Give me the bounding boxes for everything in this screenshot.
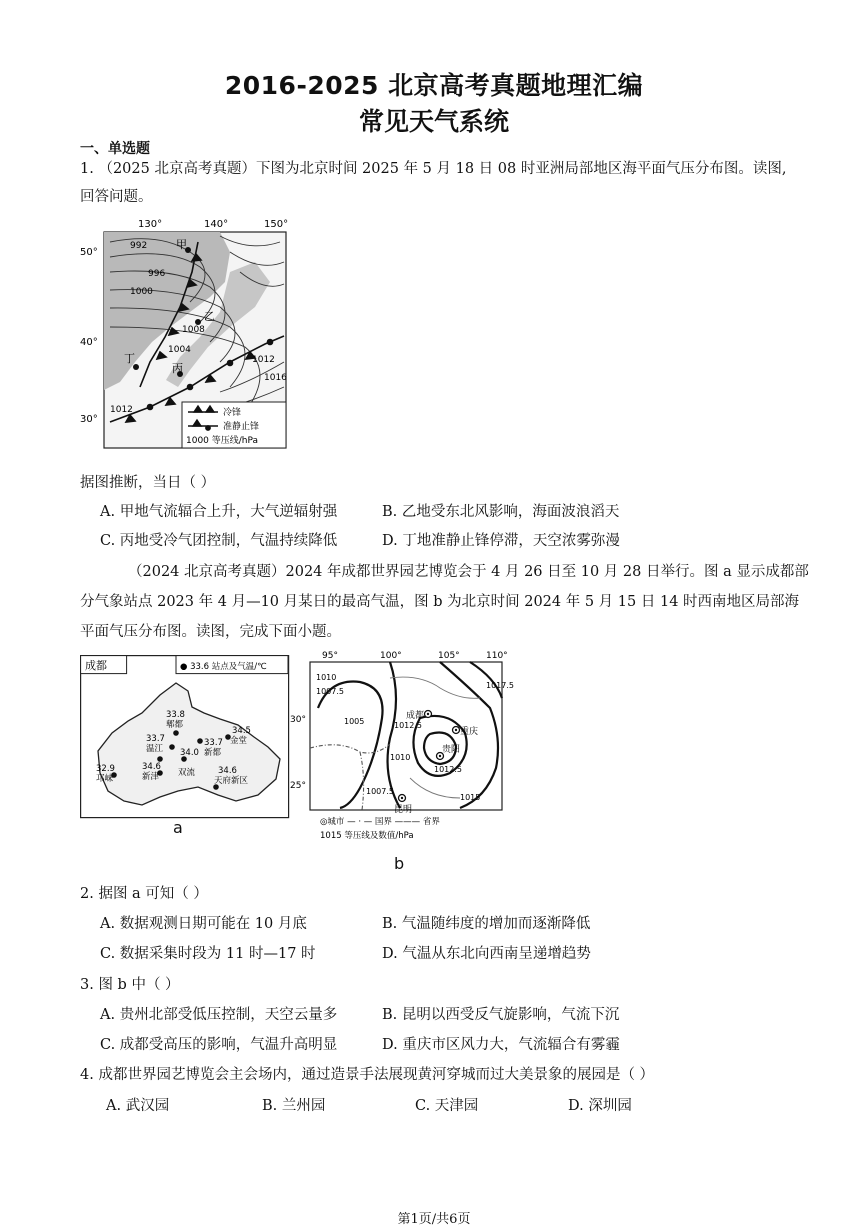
intro2-line3: 平面气压分布图。读图，完成下面小题。 [80, 624, 341, 640]
q1-prompt: 据图推断，当日（ ） [80, 475, 216, 491]
station-value: 33.8 [166, 710, 185, 720]
fig-b-lat-30: 30° [290, 715, 306, 725]
q3-option-c[interactable]: C. 成都受高压的影响，气温升高明显 [100, 1037, 338, 1053]
page-number: 第1页/共6页 [397, 1212, 471, 1227]
place-jia: 甲 [176, 238, 187, 251]
station-value: 33.7 [204, 738, 223, 748]
fig-b-lon-105: 105° [438, 651, 460, 661]
map-lon-140: 140° [204, 219, 229, 230]
station-name: 郫都 [166, 720, 184, 730]
q4-option-b[interactable]: B. 兰州园 [262, 1098, 326, 1114]
isobar-label: 1017.5 [486, 681, 514, 690]
city-kunming: 昆明 [394, 805, 413, 815]
station-name: 新都 [204, 748, 222, 758]
fig-b-lon-110: 110° [486, 651, 508, 661]
fig-b-lon-95: 95° [322, 651, 338, 661]
place-yi: 乙 [204, 310, 215, 323]
isobar-label: 1004 [168, 345, 191, 355]
station-name: 邛崃 [96, 774, 114, 784]
intro2-line2: 分气象站点 2023 年 4 月—10 月某日的最高气温，图 b 为北京时间 2024 年 5 月 15 日 14 时西南地区局部海 [80, 594, 800, 610]
q3-option-d[interactable]: D. 重庆市区风力大，气流辐合有雾霾 [382, 1037, 620, 1053]
station-value: 34.0 [180, 748, 199, 758]
station-name: 双流 [178, 768, 196, 778]
fig-b-caption: b [394, 854, 405, 873]
isobar-label: 1008 [182, 325, 205, 335]
isobar-label: 996 [148, 269, 166, 279]
q2-option-a[interactable]: A. 数据观测日期可能在 10 月底 [100, 916, 307, 932]
page-subtitle: 常见天气系统 [358, 107, 509, 136]
q2-option-b[interactable]: B. 气温随纬度的增加而逐渐降低 [382, 916, 591, 932]
station-name: 天府新区 [214, 776, 249, 786]
q2-stem: 2. 据图 a 可知（ ） [80, 886, 208, 902]
isobar-label: 1012.5 [434, 765, 462, 774]
fig-a-caption: a [173, 818, 183, 837]
legend-isobar: 1000 等压线/hPa [186, 436, 259, 446]
station-name: 金堂 [230, 736, 248, 746]
q4-stem: 4. 成都世界园艺博览会主会场内，通过造景手法展现黄河穿城而过大美景象的展园是（ ） [80, 1067, 655, 1083]
q1-option-b[interactable]: B. 乙地受东北风影响，海面波浪滔天 [382, 504, 620, 520]
isobar-label: 1016 [264, 373, 287, 383]
q3-stem: 3. 图 b 中（ ） [80, 977, 180, 993]
q1-option-a[interactable]: A. 甲地气流辐合上升，大气逆辐射强 [100, 504, 338, 520]
q4-option-d[interactable]: D. 深圳园 [568, 1098, 632, 1114]
isobar-label: 1012.5 [394, 721, 422, 730]
isobar-label: 1015 [460, 793, 481, 802]
legend-cold-front: 冷锋 [223, 408, 242, 418]
section-heading: 一、单选题 [80, 141, 150, 157]
place-bing: 丙 [172, 362, 183, 375]
fig-a-legend: ● 33.6 站点及气温/℃ [180, 662, 267, 672]
q2-option-d[interactable]: D. 气温从东北向西南呈递增趋势 [382, 946, 591, 962]
q1-option-d[interactable]: D. 丁地准静止锋停滞，天空浓雾弥漫 [382, 533, 620, 549]
map-lon-130: 130° [138, 219, 163, 230]
isobar-label: 1010 [316, 673, 337, 682]
q3-option-b[interactable]: B. 昆明以西受反气旋影响，气流下沉 [382, 1007, 620, 1023]
station-name: 新津 [142, 772, 160, 782]
fig-b-legend-line2: 1015 等压线及数值/hPa [320, 831, 414, 841]
legend-stationary-front: 准静止锋 [223, 422, 260, 432]
city-guiyang: 贵阳 [442, 745, 461, 755]
isobar-label: 992 [130, 241, 148, 251]
station-name: 温江 [146, 744, 164, 754]
q1-stem-line2: 回答问题。 [80, 189, 153, 205]
figure-a-chengdu-map [80, 655, 290, 820]
page-title: 2016-2025 北京高考真题地理汇编 [224, 71, 644, 100]
station-value: 34.6 [142, 762, 161, 772]
q2-option-c[interactable]: C. 数据采集时段为 11 时—17 时 [100, 946, 316, 962]
station-value: 33.7 [146, 734, 165, 744]
q1-option-c[interactable]: C. 丙地受冷气团控制，气温持续降低 [100, 533, 338, 549]
intro2-line1: （2024 北京高考真题）2024 年成都世界园艺博览会于 4 月 26 日至 10 月 28 日举行。图 a 显示成都部 [128, 564, 809, 580]
fig-b-lon-100: 100° [380, 651, 402, 661]
isobar-label: 1007.5 [366, 787, 394, 796]
station-value: 34.5 [232, 726, 251, 736]
map-lat-50: 50° [80, 247, 98, 258]
isobar-label: 1012 [252, 355, 275, 365]
fig-b-lat-25: 25° [290, 781, 306, 791]
city-chongqing: 重庆 [460, 727, 479, 737]
map-lat-30: 30° [80, 414, 98, 425]
station-value: 32.9 [96, 764, 115, 774]
isobar-label: 1005 [344, 717, 365, 726]
q1-stem-line1: 1. （2025 北京高考真题）下图为北京时间 2025 年 5 月 18 日 08 时亚洲局部地区海平面气压分布图。读图, [80, 161, 787, 177]
q3-option-a[interactable]: A. 贵州北部受低压控制，天空云量多 [100, 1007, 338, 1023]
map-lat-40: 40° [80, 337, 98, 348]
q4-option-a[interactable]: A. 武汉园 [106, 1098, 170, 1114]
figure-b-pressure-map [290, 648, 514, 848]
q1-pressure-map [80, 212, 290, 452]
map-lon-150: 150° [264, 219, 289, 230]
q4-option-c[interactable]: C. 天津园 [415, 1098, 479, 1114]
place-ding: 丁 [124, 352, 135, 365]
fig-b-legend-line1: ◎城市 — · — 国界 ——— 省界 [320, 817, 440, 827]
station-value: 34.6 [218, 766, 237, 776]
isobar-label: 1007.5 [316, 687, 344, 696]
fig-a-header: 成都 [85, 659, 107, 672]
isobar-label: 1000 [130, 287, 153, 297]
isobar-label: 1010 [390, 753, 411, 762]
isobar-label: 1012 [110, 405, 133, 415]
city-chengdu: 成都 [406, 711, 425, 721]
